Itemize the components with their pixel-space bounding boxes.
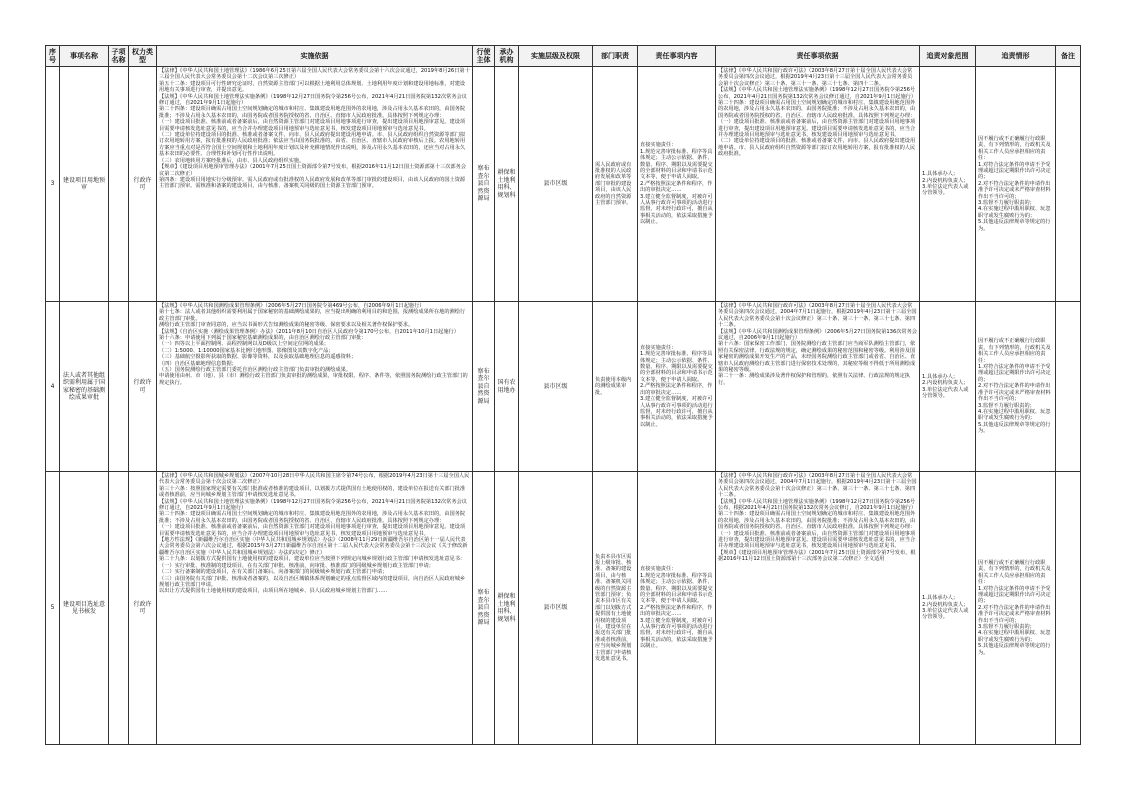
header-sub: 子项名称 — [109, 46, 129, 67]
cell-actor: 察布查尔县自然资源局 — [473, 302, 495, 472]
cell-resp-basis: 【法律】《中华人民共和国行政许可法》（2003年8月27日第十届全国人民代表大会常务委员会第四次会议通过，根据2019年4月23日第十三届全国人民代表大会常务委员会第十次会议修正）第三十条、第三十一条、第三十七条、第四十二条。 【法规】《中华人民共和国土地管理法实施条例》（1998年12月27日国务院令第256号公布，2021年4月21日国务院第132次常务会议修订通过，自2021年9月1日起施行） 第二十四条：建设项目确需占用国土空间规划确定的城市和村庄、集镇建设用地范围外的农用地，涉及占用永久基本农田的，由国务院批准；不涉及占用永久基本农田的，由国务院或者国务院授权的省、自治区、直辖市人民政府批准。具体按照下列规定办理： （一）建设项目批准、核准前或者备案前后，由自然资源主管部门对建设项目用地事项进行审查，提出建设项目用地预审意见。建设项目需要申请核发选址意见书的，应当合并办理建设项目用地预审与选址意见书，核发建设项目用地预审与选址意见书。 （二）建设单位持建设项目的批准、核准或者备案文件，向市、县人民政府提出建设用地申请。市、县人民政府组织自然资源等部门拟订农用地转用方案，报有批准权的人民政府批准。 — [716, 67, 920, 302]
cell-sub — [109, 67, 129, 302]
cell-name: 建设项目选址意见书核发 — [60, 472, 109, 745]
cell-resp-basis: 【法律】《中华人民共和国行政许可法》（2003年8月27日第十届全国人民代表大会常务委员会第四次会议通过，2004年7月1日起施行，根据2019年4月23日第十三届全国人民代表大会常务委员会第十次会议修正）第三十条、第三十一条、第三十七条、第四十二条。 【法规】《中华人民共和国土地管理法实施条例》（1998年12月27日国务院令第256号公布，根据2021年4月21日国务院第132次常务会议修订，自2021年9月1日起施行） 第二十四条：建设项目确需占用国土空间规划确定的城市和村庄、集镇建设用地范围外的农用地，涉及占用永久基本农田的，由国务院批准；不涉及占用永久基本农田的，由国务院或者国务院授权的省、自治区、直辖市人民政府批准。具体按照下列规定办理： （一）建设项目批准、核准前或者备案前后，由自然资源主管部门对建设项目用地事项进行审查，提出建设项目用地预审意见。建设项目需要申请核发选址意见书的，应当合并办理建设项目用地预审与选址意见书，核发建设项目用地预审与选址意见书。 【规章】《建设项目用地预审管理办法》（2001年7月25日国土资源部令第7号发布，根据2016年11月12日国土资源部第十三次部务会议第二次修正）全文适用 — [716, 472, 920, 745]
cell-basis: 【法规】《中华人民共和国测绘成果管理条例》（2006年5月27日国务院令第469号公布，自2006年9月1日起施行） 第十七条：法人或者其他组织需要利用属于国家秘密的基础测绘成果的，应当提出明确的利用目的和范围，报测绘成果所在地的测绘行政主管部门审批。 测绘行政主管部门审查同意的，应当以书面形式告知测绘成果的秘密等级、保密要求以及相关著作权保护要求。 【法规】《自治区实施〈测绘成果管理条例〉办法》（2011年8月10日自治区人民政府令第170号公布，自2011年10月1日起施行） 第十六条：申请使用下列属于国家秘密基础测绘成果的，由自治区测绘行政主管部门审批： （一）四等以上平面控制网、高程控制网以及D级以上空间定位网的成果； （二）1:5000、1:10000国家基本比例尺地形图、影像图及其数字化产品； （三）基础航空摄影所获取的数据、影像等资料，以及获取基础地理信息的遥感资料； （四）自治区基础地理信息数据； （五）国务院测绘行政主管部门委托自治区测绘行政主管部门负责审批的测绘成果。 申请使用由州、市（地）、县（市）测绘行政主管部门负责审批的测绘成果，审批权限、程序、条件等，依照国务院测绘行政主管部门的规定执行。 — [157, 302, 473, 472]
header-org: 承办机构 — [495, 46, 519, 67]
header-level: 实施层级及权限 — [519, 46, 593, 67]
cell-type: 行政许可 — [129, 67, 157, 302]
header-name: 事项名称 — [60, 46, 109, 67]
cell-situation: 因不履行或不正确履行行政职责，有下列情形的，行政机关及相关工作人员应承担相应的责任： 1.对符合法定条件的申请不予受理或超过法定期限作出许可决定的； 2.对不符合法定条件的申请作出准予许可决定或未严格审查材料作出不当许可的； 3.监督不力履行职责的； 4.在实施过程中滥用职权、玩忽职守或发生腐败行为的； 5.其他违反法律规章等规定的行为。 — [976, 67, 1056, 302]
cell-seq: 3 — [46, 67, 60, 302]
header-row — [46, 46, 1081, 67]
cell-level: 县市区级 — [519, 472, 593, 745]
cell-scope: 1.具体承办人； 2.内设机构负责人； 3.单位法定代表人或分管领导。 — [920, 67, 976, 302]
cell-sub — [109, 302, 129, 472]
header-actor: 行使主体 — [473, 46, 495, 67]
header-note: 备注 — [1056, 46, 1081, 67]
cell-duty: 负责本县市区需报上级审批、核准、备案的建设项目，由与核准、备案机关同级的自然资源主管部门预审；负责本县市区有关部门以划拨方式提供国有土地使用权的建设项目，建设单位在报送有关部门批准或者核准前，应当向城乡规划主管部门申请核发选址意见书。 — [593, 472, 638, 745]
cell-sub — [109, 472, 129, 745]
cell-note — [1056, 472, 1081, 745]
cell-seq: 4 — [46, 302, 60, 472]
cell-type: 行政许可 — [129, 472, 157, 745]
cell-org: 耕保和土地利用科、规划科 — [495, 67, 519, 302]
cell-resp-basis: 【法律】《中华人民共和国行政许可法》（2003年8月27日第十届全国人民代表大会常务委员会第四次会议通过，2004年7月1日起施行，根据2019年4月23日第十三届全国人民代表大会常务委员会第十次会议修正）第三十条、第三十一条、第三十七条、第四十二条。 【法规】《中华人民共和国测绘成果管理条例》（2006年5月27日国务院第136次常务会议通过，自2006年9月1日起施行） 第十六条：国家保密工作部门、国务院测绘行政主管部门应当商军队测绘主管部门，依照有关保密法律、行政法规的规定，确定测绘成果的秘密范围和秘密等级。利用涉及国家秘密的测绘成果开发生产的产品，未经国务院测绘行政主管部门或者省、自治区、直辖市人民政府测绘行政主管部门进行保密技术处理的，其秘密等级不得低于所用测绘成果的秘密等级。 第二十一条：测绘成果涉及著作权保护和管理的，依照有关法律、行政法规的规定执行。 — [716, 302, 920, 472]
cell-duty: 负责使用本级内的测绘成果审批。 — [593, 302, 638, 472]
table-row — [46, 472, 1081, 745]
header-duty: 部门职责 — [593, 46, 638, 67]
header-type: 权力类型 — [129, 46, 157, 67]
cell-level: 县市区级 — [519, 67, 593, 302]
cell-content: 直接实施责任： 1.规范完善审批标准、程序等具体规定；主动公示依据、条件、数量、程序、期限以及需要提交的全部材料的目录和申请书示范文本等，便于申请人阅取。 2.严格按照法定条件和程序，作出的审批决定…… 3.建立健全监督制度，对被许可人从事行政许可事项的活动进行监督，对未经行政许可，擅自从事相关活动的，依法采取措施予以制止。 — [638, 67, 716, 302]
cell-level: 县市区级 — [519, 302, 593, 472]
header-scope: 追责对象范围 — [920, 46, 976, 67]
table-row — [46, 302, 1081, 472]
table-row — [46, 67, 1081, 302]
header-content: 责任事项内容 — [638, 46, 716, 67]
cell-seq: 5 — [46, 472, 60, 745]
header-situation: 追责情形 — [976, 46, 1056, 67]
cell-note — [1056, 302, 1081, 472]
cell-note — [1056, 67, 1081, 302]
header-seq: 序号 — [46, 46, 60, 67]
header-basis: 实施依据 — [157, 46, 473, 67]
cell-basis: 【法律】《中华人民共和国土地管理法》（1986年6月25日第六届全国人民代表大会常务委员会第十六次会议通过，2019年8月26日第十三届全国人民代表大会常务委员会第十二次会议第三次修正） 第五十二条：建设项目可行性研究论证时，自然资源主管部门可以根据土地利用总体规划、土地利用年度计划和建设用地标准，对建设用地有关事项进行审查，并提出意见。 【法规】《中华人民共和国土地管理法实施条例》（1998年12月27日国务院令第256号公布，2021年4月21日国务院第132次常务会议修订通过，自2021年9月1日起施行） 第二十四条：建设项目确需占用国土空间规划确定的城市和村庄、集镇建设用地范围外的农用地，涉及占用永久基本农田的，由国务院批准；不涉及占用永久基本农田的，由国务院或者国务院授权的省、自治区、直辖市人民政府批准。具体按照下列规定办理： （一）建设项目批准、核准前或者备案前后，由自然资源主管部门对建设项目用地事项进行审查，提出建设项目用地预审意见。建设项目需要申请核发选址意见书的，应当合并办理建设项目用地预审与选址意见书，核发建设项目用地预审与选址意见书。 （二）建设单位持建设项目的批准、核准或者备案文件，向市、县人民政府提出建设用地申请。市、县人民政府组织自然资源等部门拟订农用地转用方案，报有批准权的人民政府批准；依法应当由国务院批准的，由省、自治区、直辖市人民政府审核后上报。农用地转用方案应当重点对是否符合国土空间规划和土地利用年度计划以及补充耕地情况作出说明，涉及占用永久基本农田的，还应当对占用永久基本农田的必要性、合理性和补划可行性作出说明。 （三）农用地转用方案经批准后，由市、县人民政府组织实施。 【规章】《建设项目用地预审管理办法》（2001年7月25日国土资源部令第7号发布，根据2016年11月12日国土资源部第十三次部务会议第二次修正） 第四条：建设项目用地实行分级预审。需人民政府或有批准权的人民政府发展和改革等部门审批的建设项目，由该人民政府的国土资源主管部门预审。需核准和备案的建设项目，由与核准、备案机关同级的国土资源主管部门预审。 — [157, 67, 473, 302]
cell-situation: 因不履行或不正确履行行政职责，有下列情形的，行政机关及相关工作人员应承担相应的责任： 1.对符合法定条件的申请不予受理或超过法定期限作出许可决定的； 2.对不符合法定条件的申请作出准予许可决定或未严格审查材料作出不当许可的； 3.监督不力履行职责的； 4.在实施过程中滥用职权、玩忽职守或发生腐败行为的； 5.其他违反法律规章等规定的行为。 — [976, 302, 1056, 472]
cell-org: 耕保和土地利用科、规划科 — [495, 472, 519, 745]
cell-duty: 需人民政府或有批准权的人民政府发展和改革等部门审批的建设项目，由该人民政府的自然资源主管部门预审。 — [593, 67, 638, 302]
cell-basis: 【法律】《中华人民共和国城乡规划法》（2007年10月28日中华人民共和国主席令第74号公布，根据2019年4月23日第十三届全国人民代表大会常务委员会第十次会议第二次修正） 第三十六条：按照国家规定需要有关部门批准或者核准的建设项目，以划拨方式提供国有土地使用权的，建设单位在报送有关部门批准或者核准前，应当向城乡规划主管部门申请核发选址意见书。 【法规】《中华人民共和国土地管理法实施条例》（1998年12月27日国务院令第256号公布，2021年4月21日国务院第132次常务会议修订通过，自2021年9月1日起施行） 第二十四条：建设项目确需占用国土空间规划确定的城市和村庄、集镇建设用地范围外的农用地，涉及占用永久基本农田的，由国务院批准；不涉及占用永久基本农田的，由国务院或者国务院授权的省、自治区、直辖市人民政府批准。具体按照下列规定办理： （一）建设项目批准、核准前或者备案前后，由自然资源主管部门对建设项目用地事项进行审查，提出建设项目用地预审意见。建设项目需要申请核发选址意见书的，应当合并办理建设项目用地预审与选址意见书，核发建设项目用地预审与选址意见书。 【地方性法规】《新疆维吾尔自治区实施〈中华人民共和国城乡规划法〉办法》（2008年11月29日新疆维吾尔自治区第十一届人民代表大会常务委员会第六次会议通过，根据2015年3月27日新疆维吾尔自治区第十二届人民代表大会常务委员会第十三次会议《关于修改新疆维吾尔自治区实施〈中华人民共和国城乡规划法〉办法的决定》修正） 第二十九条：以划拨方式提供国有土地使用权的建设项目，建设单位应当按照下列规定向城乡规划行政主管部门申请核发选址意见书： （一）实行审批、核准制的建设项目，在有关部门审批、核准前，向审批、核准部门的同级城乡规划行政主管部门申请； （二）实行备案制的建设项目，在有关部门备案后，向备案部门的同级城乡规划行政主管部门申请； （三）由国务院有关部门审批、核准或者备案的，以及自治区城镇体系规划确定的重点监督区域内的建设项目，向自治区人民政府城乡规划行政主管部门申请。 以出让方式提供国有土地使用权的建设项目，由项目所在地城乡、县人民政府城乡规划主管部门…… — [157, 472, 473, 745]
cell-name: 建设项目用地预审 — [60, 67, 109, 302]
cell-scope: 1.具体承办人； 2.内设机构负责人； 3.单位法定代表人或分管领导。 — [920, 472, 976, 745]
cell-actor: 察布查尔县自然资源局 — [473, 67, 495, 302]
cell-content: 直接实施责任： 1.规范完善审批标准、程序等具体规定；主动公示依据、条件、数量、程序、期限以及需要提交的全部材料的目录和申请书示范文本等，便于申请人阅取。 2.严格按照法定条件和程序，作出的审批决定…… 3.建立健全监督制度，对被许可人从事行政许可事项的活动进行监督，对未经行政许可，擅自从事相关活动的，依法采取措施予以制止。 — [638, 472, 716, 745]
cell-org: 国有农用地办 — [495, 302, 519, 472]
responsibility-table — [45, 45, 1081, 745]
cell-content: 直接实施责任： 1.规范完善审批标准、程序等具体规定；主动公示依据、条件、数量、程序、期限以及需要提交的全部材料的目录和申请书示范文本等，便于申请人阅取。 2.严格按照法定条件和程序，作出的审批决定…… 3.建立健全监督制度，对被许可人从事行政许可事项的活动进行监督，对未经行政许可，擅自从事相关活动的，依法采取措施予以制止。 — [638, 302, 716, 472]
responsibility-table-sheet — [45, 45, 1080, 751]
cell-scope: 1.具体承办人； 2.内设机构负责人； 3.单位法定代表人或分管领导。 — [920, 302, 976, 472]
cell-situation: 因不履行或不正确履行行政职责，有下列情形的，行政机关及相关工作人员应承担相应的责任： 1.对符合法定条件的申请不予受理或超过法定期限作出许可决定的； 2.对不符合法定条件的申请作出准予许可决定或未严格审查材料作出不当许可的； 3.监督不力履行职责的； 4.在实施过程中滥用职权、玩忽职守或发生腐败行为的； 5.其他违反法律规章等规定的行为。 — [976, 472, 1056, 745]
cell-type: 行政许可 — [129, 302, 157, 472]
cell-name: 法人或者其他组织需利用属于国家秘密的基础测绘成果审批 — [60, 302, 109, 472]
cell-actor: 察布查尔县自然资源局 — [473, 472, 495, 745]
header-resp-basis: 责任事项依据 — [716, 46, 920, 67]
